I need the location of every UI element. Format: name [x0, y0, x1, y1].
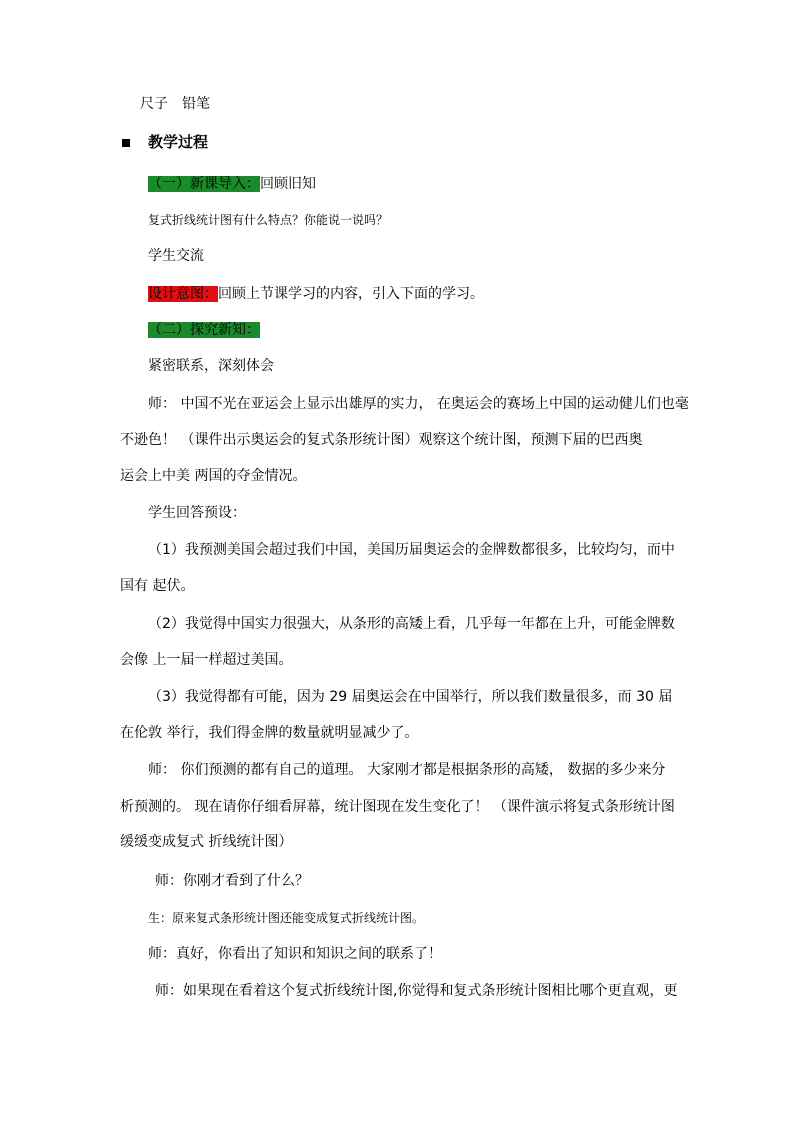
design-intent — [148, 284, 484, 304]
part1-title: 回顾旧知 — [260, 176, 316, 192]
paragraph-line: 生：原来复式条形统计图还能变成复式折线统计图。 — [148, 911, 425, 925]
paragraph-line: 师：你刚才看到了什么？ — [155, 873, 309, 889]
design-text: 回顾上节课学习的内容，引入下面的学习。 — [218, 286, 484, 302]
paragraph-line: 国有 起伏。 — [120, 578, 195, 594]
design-label: 设计意图： — [148, 286, 218, 302]
paragraph-line: 运会上中美 两国的夺金情况。 — [120, 468, 307, 484]
paragraph-line: 师：如果现在看着这个复式折线统计图,你觉得和复式条形统计图相比哪个更直观，更 — [155, 983, 678, 999]
part2-label: （二）探究新知： — [148, 322, 260, 338]
part2-subtitle: 紧密联系，深刻体会 — [148, 358, 274, 374]
answers-intro: 学生回答预设： — [148, 505, 246, 521]
paragraph-line: 不逊色！ （课件出示奥运会的复式条形统计图）观察这个统计图，预测下届的巴西奥 — [120, 432, 643, 448]
part1-heading — [148, 174, 316, 194]
part1-question: 复式折线统计图有什么特点？你能说一说吗？ — [148, 213, 389, 227]
paragraph-line: （1）我预测美国会超过我们中国，美国历届奥运会的金牌数都很多，比较均匀，而中 — [148, 542, 675, 558]
section-heading: 教学过程 — [148, 133, 209, 151]
paragraph-line: （3）我觉得都有可能，因为 29 届奥运会在中国举行，所以我们数量很多，而 30 届 — [148, 689, 673, 705]
paragraph-line: 师：真好，你看出了知识和知识之间的联系了！ — [148, 946, 442, 962]
part1-student: 学生交流 — [148, 248, 204, 264]
paragraph-line: 师： 中国不光在亚运会上显示出雄厚的实力， 在奥运会的赛场上中国的运动健儿们也毫 — [148, 396, 689, 412]
paragraph-line: 师： 你们预测的都有自己的道理。 大家刚才都是根据条形的高矮， 数据的多少来分 — [148, 762, 666, 778]
paragraph-line: 析预测的。 现在请你仔细看屏幕，统计图现在发生变化了！ （课件演示将复式条形统计图 — [120, 799, 675, 815]
tools-line: 尺子 铅笔 — [140, 96, 210, 112]
part2-heading — [148, 320, 260, 340]
paragraph-line: 在伦敦 举行，我们得金牌的数量就明显减少了。 — [120, 725, 419, 741]
square-bullet-icon — [122, 139, 130, 147]
part1-label: （一）新课导入： — [148, 176, 260, 192]
paragraph-line: 会像 上一届一样超过美国。 — [120, 652, 293, 668]
paragraph-line: （2）我觉得中国实力很强大，从条形的高矮上看，几乎每一年都在上升，可能金牌数 — [148, 616, 675, 632]
paragraph-line: 缓缓变成复式 折线统计图） — [120, 834, 293, 850]
